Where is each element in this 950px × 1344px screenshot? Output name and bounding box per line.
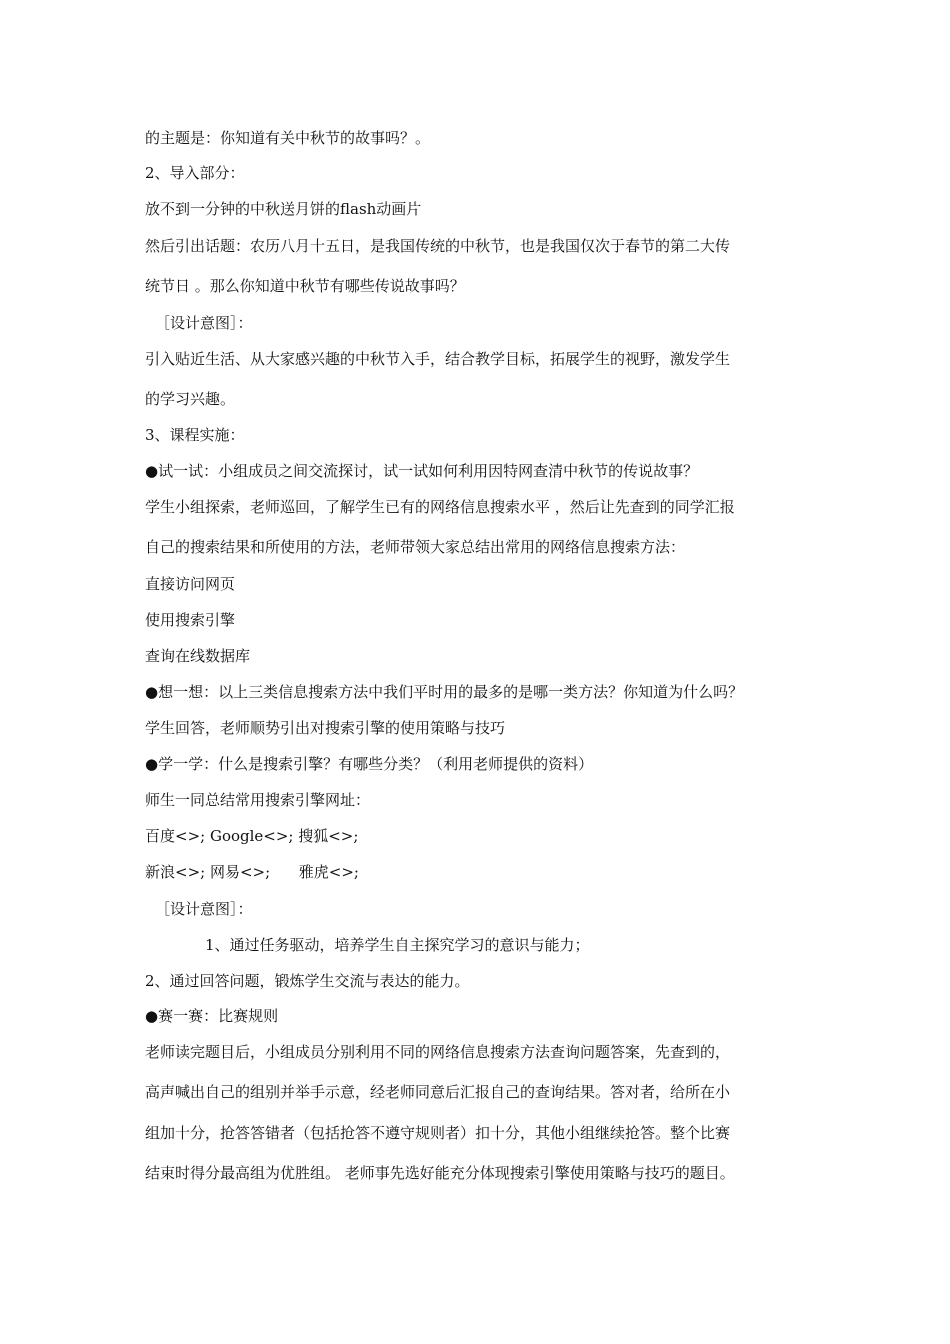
- method-item: 查询在线数据库: [145, 647, 251, 665]
- text-line: 学生小组探索，老师巡回，了解学生已有的网络信息搜索水平 ，然后让先查到的同学汇报: [145, 498, 735, 516]
- text-line: 学生回答，老师顺势引出对搜索引擎的使用策略与技巧: [145, 719, 506, 737]
- text-line: 师生一同总结常用搜索引擎网址：: [145, 791, 371, 809]
- design-intent-label: ［设计意图］：: [155, 314, 253, 332]
- text-line: 高声喊出自己的组别并举手示意，经老师同意后汇报自己的查询结果。答对者，给所在小: [145, 1083, 731, 1101]
- search-engine-list: 新浪<>; 网易<>; 雅虎<>;: [145, 863, 359, 881]
- text-line: 结束时得分最高组为优胜组。 老师事先选好能充分体现搜索引擎使用策略与技巧的题目。: [145, 1164, 735, 1182]
- text-line: 的学习兴趣。: [145, 390, 236, 408]
- bullet-item-think: ●想一想：以上三类信息搜索方法中我们平时用的最多的是哪一类方法？你知道为什么吗？: [145, 683, 744, 701]
- bullet-item-try: ●试一试：小组成员之间交流探讨，试一试如何利用因特网查清中秋节的传说故事？: [145, 462, 699, 480]
- text-line: 1、通过任务驱动，培养学生自主探究学习的意识与能力；: [205, 936, 590, 954]
- design-intent-label: ［设计意图］：: [155, 900, 253, 918]
- text-line: 的主题是：你知道有关中秋节的故事吗？。: [145, 129, 431, 147]
- text-line: 2、通过回答问题，锻炼学生交流与表达的能力。: [145, 972, 470, 990]
- search-engine-list: 百度<>; Google<>; 搜狐<>;: [145, 827, 359, 845]
- text-line: 自己的搜索结果和所使用的方法，老师带领大家总结出常用的网络信息搜索方法：: [145, 538, 686, 556]
- text-line: 引入贴近生活、从大家感兴趣的中秋节入手，结合教学目标，拓展学生的视野，激发学生: [145, 350, 731, 368]
- section-heading-intro: 2、导入部分：: [145, 164, 245, 182]
- text-line: 统节日 。那么你知道中秋节有哪些传说故事吗？: [145, 277, 465, 295]
- text-line: 组加十分，抢答答错者（包括抢答不遵守规则者）扣十分，其他小组继续抢答。整个比赛: [145, 1124, 731, 1142]
- section-heading-implementation: 3、课程实施：: [145, 426, 245, 444]
- method-item: 直接访问网页: [145, 575, 236, 593]
- bullet-item-compete: ●赛一赛：比赛规则: [145, 1007, 279, 1025]
- method-item: 使用搜索引擎: [145, 611, 236, 629]
- text-line: 老师读完题目后，小组成员分别利用不同的网络信息搜索方法查询问题答案，先查到的，: [145, 1043, 731, 1061]
- text-line: 然后引出话题：农历八月十五日，是我国传统的中秋节，也是我国仅次于春节的第二大传: [145, 237, 731, 255]
- text-line: 放不到一分钟的中秋送月饼的flash动画片: [145, 200, 422, 218]
- bullet-item-learn: ●学一学：什么是搜索引擎？有哪些分类？（利用老师提供的资料）: [145, 755, 594, 773]
